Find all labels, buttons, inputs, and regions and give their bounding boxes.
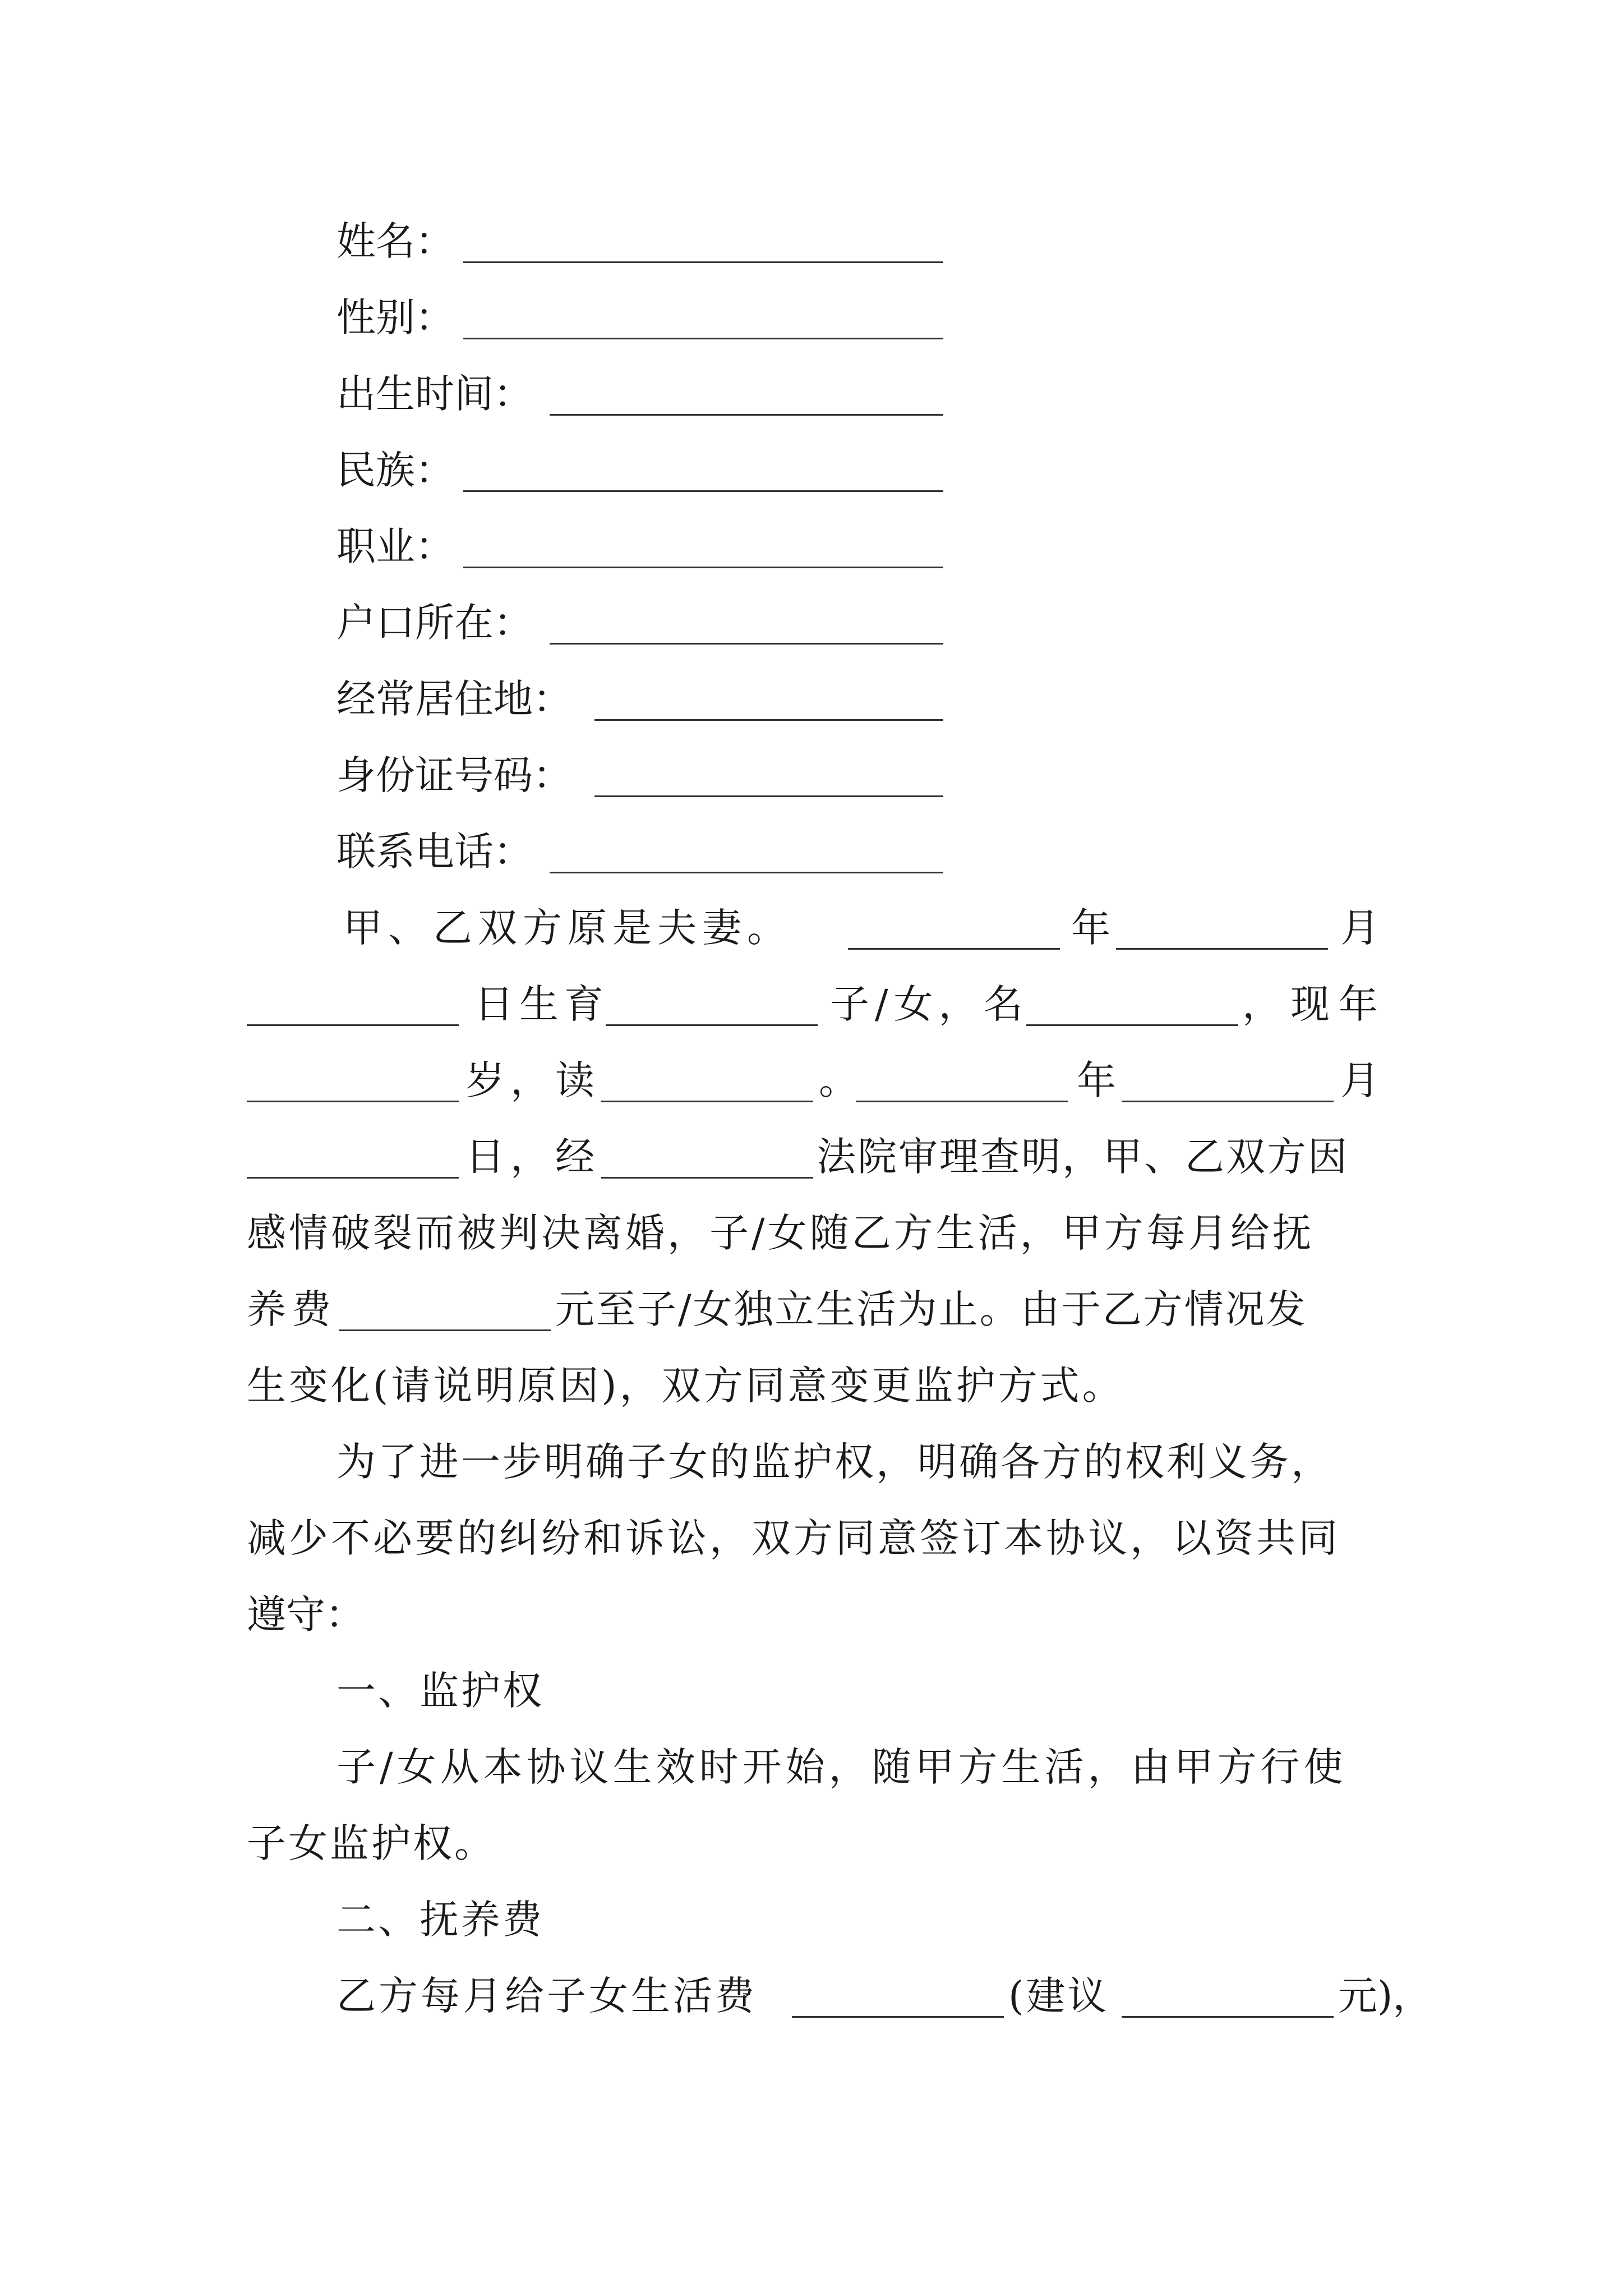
blank-age[interactable] bbox=[247, 1101, 459, 1102]
para1-line-2 bbox=[0, 970, 1623, 1038]
blank-suggested-fee[interactable] bbox=[1122, 2016, 1334, 2018]
para1-text: 生变化(请说明原因)，双方同意变更监护方式。 bbox=[247, 1363, 1124, 1409]
para2-line-1 bbox=[0, 1428, 1623, 1496]
para1-text: 年 bbox=[1077, 1057, 1116, 1103]
field-blank-ethnicity[interactable] bbox=[463, 490, 943, 492]
para1-text: 养费 bbox=[247, 1286, 336, 1332]
para2-line-3 bbox=[0, 1581, 1623, 1648]
field-name bbox=[0, 208, 1623, 275]
para2-text: 为了进一步明确子女的监护权，明确各方的权利义务， bbox=[336, 1439, 1332, 1485]
blank-day-1[interactable] bbox=[247, 1024, 459, 1026]
field-label-name: 姓名： bbox=[336, 218, 454, 264]
para1-line-1 bbox=[0, 894, 1623, 961]
section2-line-1 bbox=[0, 1962, 1623, 2030]
para1-text: 月 bbox=[1340, 1057, 1380, 1103]
para1-text: 感情破裂而被判决离婚，子/女随乙方生活，甲方每月给抚 bbox=[247, 1210, 1315, 1256]
blank-support-fee[interactable] bbox=[339, 1329, 551, 1331]
para2-text: 减少不必要的纠纷和诉讼，双方同意签订本协议，以资共同 bbox=[247, 1515, 1340, 1561]
para1-text: 年 bbox=[1071, 905, 1110, 951]
para1-text: 子/女，名 bbox=[830, 981, 1029, 1027]
section2-text: 元)， bbox=[1338, 1973, 1432, 2019]
section1-line-1 bbox=[0, 1733, 1623, 1801]
field-id-number bbox=[0, 742, 1623, 809]
field-label-occupation: 职业： bbox=[336, 523, 454, 569]
blank-year-1[interactable] bbox=[848, 948, 1060, 950]
blank-day-2[interactable] bbox=[247, 1177, 459, 1179]
field-blank-id-number[interactable] bbox=[594, 795, 943, 797]
section1-line-2 bbox=[0, 1810, 1623, 1877]
field-blank-occupation[interactable] bbox=[463, 567, 943, 568]
para1-text: 月 bbox=[1340, 905, 1380, 951]
section1-text: 子女监护权。 bbox=[247, 1820, 496, 1866]
section-heading: 一、监护权 bbox=[336, 1668, 544, 1714]
para1-text: 日生育 bbox=[474, 981, 609, 1027]
field-blank-gender[interactable] bbox=[463, 338, 943, 339]
para1-line-7 bbox=[0, 1352, 1623, 1419]
blank-child-count[interactable] bbox=[606, 1024, 818, 1026]
para1-line-4 bbox=[0, 1123, 1623, 1190]
field-label-ethnicity: 民族： bbox=[336, 447, 454, 493]
para1-line-5 bbox=[0, 1199, 1623, 1267]
para2-text: 遵守： bbox=[247, 1591, 365, 1637]
field-phone bbox=[0, 818, 1623, 885]
section2-text: (建议 bbox=[1008, 1973, 1109, 2019]
blank-month-1[interactable] bbox=[1116, 948, 1328, 950]
field-occupation bbox=[0, 513, 1623, 580]
field-label-id-number: 身份证号码： bbox=[336, 752, 572, 798]
section-heading: 二、抚养费 bbox=[336, 1897, 544, 1943]
para2-line-2 bbox=[0, 1504, 1623, 1572]
field-blank-residence[interactable] bbox=[594, 719, 943, 721]
para1-text: 。 bbox=[819, 1057, 858, 1103]
section2-text: 乙方每月给子女生活费 bbox=[336, 1973, 757, 2019]
blank-child-name[interactable] bbox=[1026, 1024, 1238, 1026]
section1-text: 子/女从本协议生效时开始，随甲方生活，由甲方行使 bbox=[336, 1744, 1347, 1790]
para1-text: 甲、乙双方原是夫妻。 bbox=[343, 905, 792, 951]
field-ethnicity bbox=[0, 436, 1623, 504]
field-gender bbox=[0, 284, 1623, 351]
blank-month-2[interactable] bbox=[1122, 1101, 1334, 1102]
field-label-birth: 出生时间： bbox=[336, 371, 533, 417]
field-birth bbox=[0, 360, 1623, 427]
field-blank-phone[interactable] bbox=[550, 872, 943, 873]
blank-living-fee[interactable] bbox=[792, 2016, 1004, 2018]
field-label-household: 户口所在： bbox=[336, 600, 533, 646]
para1-text: 岁，读 bbox=[465, 1057, 600, 1103]
blank-school[interactable] bbox=[601, 1101, 813, 1102]
blank-year-2[interactable] bbox=[856, 1101, 1068, 1102]
field-blank-household[interactable] bbox=[550, 643, 943, 645]
field-household bbox=[0, 589, 1623, 656]
para1-line-3 bbox=[0, 1047, 1623, 1114]
para1-text-justified bbox=[817, 1123, 1377, 1190]
para1-text: ，现年 bbox=[1242, 981, 1387, 1027]
section2-heading bbox=[0, 1886, 1623, 1953]
field-residence bbox=[0, 665, 1623, 733]
field-label-residence: 经常居住地： bbox=[336, 676, 572, 722]
para1-text: 法院审理查明，甲、乙双方因 bbox=[817, 1134, 1349, 1180]
para1-text: 日，经 bbox=[465, 1134, 600, 1180]
field-blank-name[interactable] bbox=[463, 261, 943, 263]
field-label-gender: 性别： bbox=[336, 295, 454, 341]
field-label-phone: 联系电话： bbox=[336, 829, 533, 875]
para1-line-6 bbox=[0, 1276, 1623, 1343]
para1-text: 元至子/女独立生活为止。由于乙方情况发 bbox=[555, 1286, 1307, 1332]
field-blank-birth[interactable] bbox=[550, 414, 943, 416]
section1-heading bbox=[0, 1657, 1623, 1724]
blank-court[interactable] bbox=[601, 1177, 813, 1179]
